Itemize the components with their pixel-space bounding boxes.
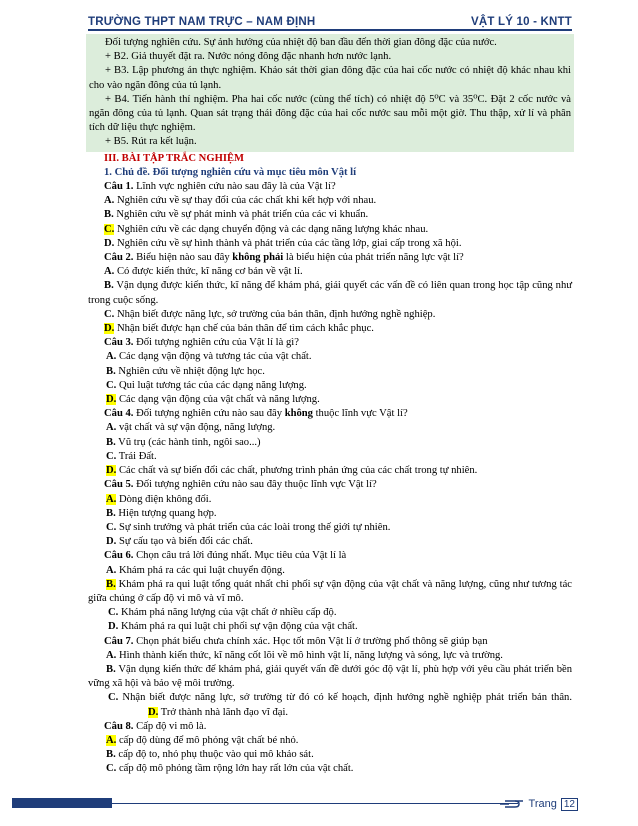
- page-content: [88, 34, 572, 777]
- answer-highlight: B.: [106, 578, 116, 590]
- option-label: A.: [104, 266, 115, 278]
- box-line: + B4. Tiến hành thí nghiệm. Pha hai cốc nước (cùng thể tích) có nhiệt độ 5⁰C và 35⁰C. Đặt 2 cốc nước và ngăn đông của tủ lạnh. Quan sát trạng thái đông đặc của hai cốc nước sau mỗi một giờ. Thu thập, xử lí và phân tích dữ liệu thực nghiệm.: [89, 93, 571, 134]
- option-text: cấp độ dùng để mô phỏng vật chất bé nhỏ.: [116, 734, 299, 746]
- option-label: C.: [106, 763, 117, 775]
- option-text: Nhận biết được hạn chế của bản thân để tìm cách khắc phục.: [114, 323, 374, 335]
- question-text: Đối tượng nghiên cứu nào sau đây thuộc lĩnh vực Vật lí?: [133, 479, 377, 491]
- question-label: Câu 1.: [104, 181, 134, 193]
- option-text: Dòng điện không đổi.: [116, 493, 212, 505]
- option: [88, 379, 572, 393]
- option-text: Khám phá ra qui luật tổng quát nhất chi phối sự vận động của vật chất và năng lượng, cũng như tương tác giữa chúng ở cấp độ vi mô và vĩ mô.: [88, 578, 572, 604]
- question-text: Đối tượng nghiên cứu nào sau đây: [133, 408, 285, 420]
- option-correct: [88, 393, 572, 407]
- question-text: Cấp độ vi mô là.: [133, 720, 207, 732]
- page-number: 12: [561, 798, 578, 811]
- option-label: C.: [106, 379, 117, 391]
- page-label: Trang: [528, 798, 557, 810]
- page-number-area: [499, 797, 578, 811]
- option-text: Nghiên cứu về sự thay đổi của các chất khi kết hợp với nhau.: [114, 195, 377, 207]
- subsection-heading: 1. Chủ đề. Đối tượng nghiên cứu và mục tiêu môn Vật lí: [104, 166, 357, 178]
- option-label: D.: [108, 621, 119, 633]
- question-emphasis: không: [284, 408, 313, 420]
- option-text: Hình thành kiến thức, kĩ năng cốt lõi về mô hình vật lí, năng lượng và sóng, lực và trường.: [116, 649, 503, 661]
- question-5: [88, 478, 572, 492]
- option-label: D.: [106, 536, 117, 548]
- option-text: Nghiên cứu về sự phát minh và phát triển của các vi khuẩn.: [113, 209, 369, 221]
- option-text: Trái Đất.: [116, 450, 157, 462]
- header-divider: [88, 29, 572, 31]
- option-label: A.: [106, 649, 117, 661]
- option-correct: [88, 734, 572, 748]
- option: [88, 663, 572, 691]
- option-text: Sự cấu tạo và biến đổi các chất.: [116, 536, 253, 548]
- option-text: vật chất và sự vận động, năng lượng.: [116, 422, 276, 434]
- question-text: Chọn câu trả lời đúng nhất. Mục tiêu của Vật lí là: [133, 550, 347, 562]
- footer-divider: [112, 803, 518, 805]
- option-label: B.: [106, 663, 116, 675]
- option-text: Nghiên cứu về sự hình thành và phát triển của các tầng lớp, giai cấp trong xã hội.: [114, 237, 462, 249]
- option: [88, 762, 572, 776]
- option-text: cấp độ to, nhỏ phụ thuộc vào qui mô khảo sát.: [115, 749, 314, 761]
- question-text: Đối tượng nghiên cứu của Vật lí là gì?: [133, 337, 299, 349]
- option: [88, 521, 572, 535]
- method-box: [86, 34, 574, 152]
- section-heading: III. BÀI TẬP TRẮC NGHIỆM: [104, 152, 245, 164]
- option: [88, 450, 572, 464]
- option-text: Các dạng vận động của vật chất và năng lượng.: [116, 394, 320, 406]
- box-line: + B3. Lập phương án thực nghiệm. Khảo sát thời gian đông đặc của hai cốc nước có nhiệt độ khác nhau khi cho vào ngăn đông của tủ lạnh.: [89, 65, 571, 91]
- option-label: C.: [106, 521, 117, 533]
- option-correct: [88, 493, 572, 507]
- option: [88, 748, 572, 762]
- option: [88, 436, 572, 450]
- option-text: Nhận biết được năng lực, sở trường từ đó có kế hoạch, định hướng nghề nghiệp phát triển bản thân.: [118, 692, 572, 704]
- question-text: thuộc lĩnh vực Vật lí?: [312, 408, 408, 420]
- option-label: A.: [106, 351, 117, 363]
- option-text: Khám phá năng lượng của vật chất ở nhiều cấp độ.: [118, 607, 337, 619]
- option: [88, 535, 572, 549]
- option-label: A.: [106, 564, 117, 576]
- option: [88, 606, 572, 620]
- question-6: [88, 549, 572, 563]
- question-text: là biểu hiện của phát triển năng lực vật lí?: [283, 252, 464, 264]
- option-label: C.: [108, 607, 119, 619]
- page-header: [88, 6, 572, 28]
- option: [88, 279, 572, 307]
- option-label: A.: [104, 195, 115, 207]
- answer-highlight: D.: [106, 465, 117, 477]
- box-line: + B5. Rút ra kết luận.: [105, 136, 197, 148]
- option: [88, 208, 572, 222]
- question-label: Câu 6.: [104, 550, 134, 562]
- option-label: C.: [108, 692, 119, 704]
- box-line: Đối tượng nghiên cứu. Sự ảnh hưởng của nhiệt độ ban đầu đến thời gian đông đặc của nước.: [105, 37, 497, 48]
- answer-highlight: D.: [106, 394, 117, 406]
- answer-highlight: D.: [104, 323, 115, 335]
- option: [88, 365, 572, 379]
- question-emphasis: không phải: [232, 252, 284, 264]
- question-text: Lĩnh vực nghiên cứu nào sau đây là của Vật lí?: [133, 181, 336, 193]
- option: [88, 350, 572, 364]
- option: [88, 620, 572, 634]
- pointing-hand-icon: [499, 797, 525, 811]
- answer-highlight: C.: [104, 223, 115, 235]
- question-text: Biểu hiện nào sau đây: [133, 252, 233, 264]
- option-text: Vận dụng kiến thức để khám phá, giải quyết vấn đề dưới góc độ vật lí, phù hợp với yêu cầu phát triển bền vững xã hội và bảo vệ môi trường.: [88, 663, 572, 690]
- question-4: [88, 407, 572, 421]
- option-label: B.: [106, 365, 116, 377]
- option-text: Nghiên cứu về nhiệt động lực học.: [115, 365, 265, 377]
- option-text: Các dạng vận động và tương tác của vật chất.: [116, 351, 312, 363]
- option: [88, 194, 572, 208]
- question-text: Chọn phát biểu chưa chính xác. Học tốt môn Vật lí ở trường phổ thông sẽ giúp bạn: [133, 635, 488, 647]
- option: [88, 421, 572, 435]
- question-label: Câu 3.: [104, 337, 134, 349]
- answer-highlight: A.: [106, 734, 117, 746]
- option-label: B.: [106, 749, 116, 761]
- question-1: [88, 180, 572, 194]
- option-text: Qui luật tương tác của các dạng năng lượng.: [116, 379, 307, 391]
- question-label: Câu 7.: [104, 635, 134, 647]
- page-footer: [0, 794, 638, 816]
- option-label: B.: [104, 280, 114, 292]
- option: [88, 691, 572, 719]
- question-3: [88, 336, 572, 350]
- option-correct: [88, 578, 572, 606]
- option: [88, 308, 572, 322]
- footer-bar: [12, 798, 112, 808]
- question-label: Câu 4.: [104, 408, 134, 420]
- option-text: Hiện tượng quang hợp.: [115, 507, 217, 519]
- school-name: TRƯỜNG THPT NAM TRỰC – NAM ĐỊNH: [88, 16, 316, 28]
- option-label: B.: [106, 507, 116, 519]
- option-text: Nhận biết được năng lực, sở trường của bản thân, định hướng nghề nghiệp.: [114, 308, 436, 320]
- option-label: C.: [104, 308, 115, 320]
- option-text: Vận dụng được kiến thức, kĩ năng để khám phá, giải quyết các vấn đề có liên quan trong học tập cũng như trong cuộc sống.: [88, 280, 572, 306]
- box-line: + B2. Giả thuyết đặt ra. Nước nóng đông đặc nhanh hơn nước lạnh.: [105, 51, 392, 63]
- option-label: B.: [106, 436, 116, 448]
- option-text: Có được kiến thức, kĩ năng cơ bản về vật lí.: [114, 266, 303, 278]
- question-8: [88, 720, 572, 734]
- question-label: Câu 5.: [104, 479, 134, 491]
- option-correct: [88, 464, 572, 478]
- answer-highlight: A.: [106, 493, 117, 505]
- option-text: Sự sinh trưởng và phát triển của các loài trong thế giới tự nhiên.: [116, 521, 391, 533]
- option: [88, 265, 572, 279]
- option: [88, 237, 572, 251]
- option-label: B.: [104, 209, 114, 221]
- option-text: Khám phá ra qui luật chi phối sự vận động của vật chất.: [118, 621, 358, 633]
- option-text: Trở thành nhà lãnh đạo vĩ đại.: [158, 706, 289, 718]
- option-correct: [88, 707, 288, 718]
- option-label: A.: [106, 422, 117, 434]
- option-correct: [88, 322, 572, 336]
- option-text: Các chất và sự biến đổi các chất, phương trình phản ứng của các chất trong tự nhiên.: [116, 465, 478, 477]
- option-text: cấp độ mô phỏng tầm rộng lớn hay rất lớn của vật chất.: [116, 763, 354, 775]
- option: [88, 649, 572, 663]
- subject-title: VẬT LÝ 10 - KNTT: [471, 16, 572, 28]
- option: [88, 564, 572, 578]
- option-correct: [88, 223, 572, 237]
- option-label: D.: [104, 237, 115, 249]
- option-text: Khám phá ra các qui luật chuyển động.: [116, 564, 285, 576]
- question-2: [88, 251, 572, 265]
- answer-highlight: D.: [148, 706, 159, 718]
- option-text: Vũ trụ (các hành tinh, ngôi sao...): [115, 436, 261, 448]
- option-label: C.: [106, 450, 117, 462]
- option-text: Nghiên cứu về các dạng chuyển động và các dạng năng lượng khác nhau.: [114, 223, 429, 235]
- option: [88, 507, 572, 521]
- question-label: Câu 2.: [104, 252, 134, 264]
- question-label: Câu 8.: [104, 720, 134, 732]
- question-7: [88, 635, 572, 649]
